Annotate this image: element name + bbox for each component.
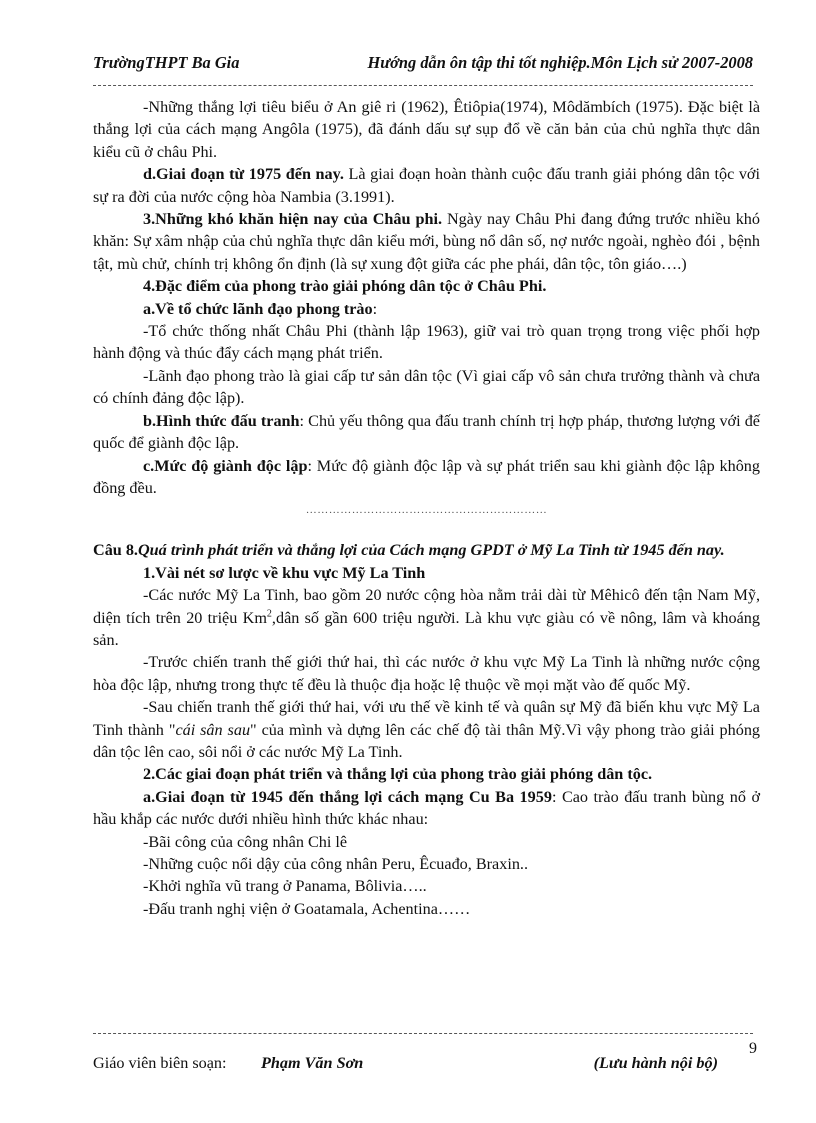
subsection-heading: a.Về tổ chức lãnh đạo phong trào [143, 299, 373, 318]
question-title: Quá trình phát triển và thắng lợi của Cách mạng GPDT ở Mỹ La Tinh từ 1945 đến nay. [137, 541, 725, 560]
section-separator: ……………………………………………………… [305, 504, 548, 517]
list-item: -Những cuộc nổi dậy của công nhân Peru, Êcuađo, Braxin.. [143, 855, 529, 873]
question-heading [93, 539, 760, 561]
paragraph [93, 163, 760, 208]
question-label: Câu 8. [93, 541, 138, 560]
paragraph [93, 298, 760, 320]
teacher-name: Phạm Văn Sơn [261, 1054, 364, 1072]
footer-divider [93, 1033, 753, 1034]
subsection-heading: b.Hình thức đấu tranh [143, 411, 300, 430]
paragraph-text: " của mình và dựng lên các chế độ tài thân Mỹ.Vì vậy phong trào giải phóng dân tộc lên cao, sôi nổi ở các nước Mỹ La Tinh. [93, 720, 761, 761]
section-heading: 4.Đặc điểm của phong trào giải phóng dân tộc ở Châu Phi. [143, 277, 547, 296]
section-heading: d.Giai đoạn từ 1975 đến nay. [143, 165, 344, 184]
header-divider [93, 85, 753, 86]
paragraph-text: : Cao trào đấu tranh bùng nổ ở hầu khắp các nước dưới nhiều hình thức khác nhau: [93, 787, 760, 829]
paragraph [93, 410, 760, 455]
paragraph [93, 696, 760, 763]
quoted-term: cái sân sau [175, 720, 251, 739]
paragraph-text: -Sau chiến tranh thế giới thứ hai, với ưu thế về kinh tế và quân sự Mỹ đã biến khu vực Mỹ La Tinh thành " [93, 698, 760, 739]
paragraph-text: : Mức độ giành độc lập và sự phát triển sau khi giành độc lập không đồng đều. [93, 456, 760, 497]
subsection-heading: a.Giai đoạn từ 1945 đến thắng lợi cách mạng Cu Ba 1959 [143, 787, 552, 806]
paragraph-text: Là giai đoạn hoàn thành cuộc đấu tranh giải phóng dân tộc với sự ra đời của nước cộng hòa Nambia (3.1991). [93, 165, 760, 206]
paragraph-text: -Các nước Mỹ La Tinh, bao gồm 20 nước cộng hòa nằm trải dài từ Mêhicô đến tận Nam Mỹ, diện tích trên 20 triệu Km [93, 586, 760, 627]
page-number: 9 [749, 1040, 757, 1057]
paragraph: -Trước chiến tranh thế giới thứ hai, thì các nước ở khu vực Mỹ La Tinh là những nước cộng hòa độc lập, nhưng trong thực tế đều là thuộc địa hoặc lệ thuộc về mọi mặt vào đế quốc Mỹ. [93, 653, 760, 694]
page-body [93, 96, 760, 920]
paragraph-text: : [372, 299, 378, 318]
list-item: -Khởi nghĩa vũ trang ở Panama, Bôlivia….. [143, 877, 427, 896]
section-heading: 2.Các giai đoạn phát triển và thắng lợi của phong trào giải phóng dân tộc. [143, 765, 653, 784]
header-school: TrườngTHPT Ba Gia [93, 53, 240, 72]
paragraph: -Tổ chức thống nhất Châu Phi (thành lập 1963), giữ vai trò quan trọng trong việc phối hợp hành động và thúc đẩy cách mạng phát triển. [93, 322, 760, 363]
superscript: 2 [266, 608, 272, 620]
section-heading: 3.Những khó khăn hiện nay của Châu phi. [143, 210, 443, 229]
paragraph [93, 208, 760, 275]
paragraph: -Lãnh đạo phong trào là giai cấp tư sản dân tộc (Vì giai cấp vô sản chưa trưởng thành và chưa có chính đảng độc lập). [93, 366, 760, 408]
paragraph-text: Ngày nay Châu Phi đang đứng trước nhiều khó khăn: Sự xâm nhập của chủ nghĩa thực dân kiểu mới, bùng nổ dân số, nợ nước ngoài, nghèo đói , bệnh tật, mù chử, chính trị không ổn định (là sự xung đột giữa các phe phái, dân tộc, tôn giáo….) [93, 210, 760, 273]
paragraph: -Những thắng lợi tiêu biểu ở An giê ri (1962), Êtiôpia(1974), Môdămbích (1975). Đặc biệt là thắng lợi của cách mạng Angôla (1975), đã đánh dấu sự sụp đổ về căn bản của chủ nghĩa thực dân kiểu cũ ở châu Phi. [93, 98, 760, 161]
page-footer [93, 1052, 718, 1074]
paragraph [93, 584, 760, 651]
header-title: Hướng dẫn ôn tập thi tốt nghiệp.Môn Lịch sử 2007-2008 [367, 53, 753, 72]
paragraph [93, 455, 760, 500]
page-header [93, 52, 753, 74]
list-item: -Đấu tranh nghị viện ở Goatamala, Achentina…… [143, 899, 471, 918]
paragraph [93, 786, 760, 831]
section-heading: 1.Vài nét sơ lược về khu vực Mỹ La Tinh [143, 563, 426, 582]
teacher-label: Giáo viên biên soạn: [93, 1054, 227, 1072]
circulation-note: (Lưu hành nội bộ) [593, 1054, 718, 1072]
paragraph-text: : Chủ yếu thông qua đấu tranh chính trị hợp pháp, thương lượng với đế quốc để giành độc lập. [93, 411, 760, 453]
paragraph-text: ,dân số gần 600 triệu người. Là khu vực giàu có về nông, lâm và khoáng sản. [93, 608, 760, 649]
list-item: -Bãi công của công nhân Chi lê [143, 832, 348, 851]
subsection-heading: c.Mức độ giành độc lập [143, 456, 308, 475]
